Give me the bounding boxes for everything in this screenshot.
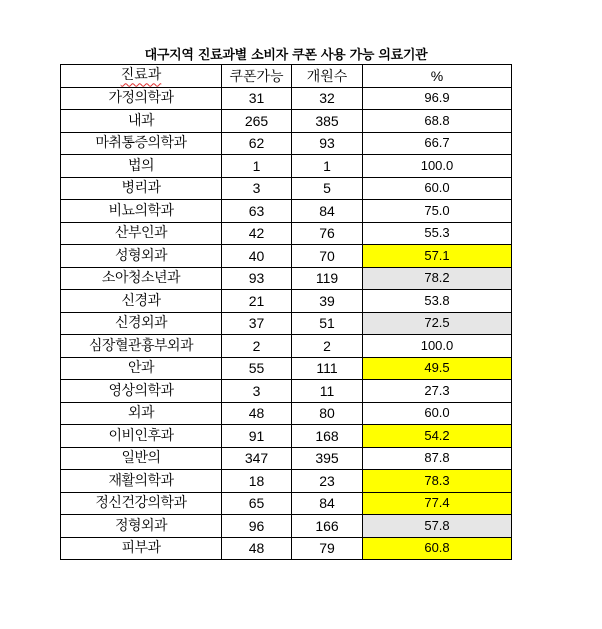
table-title: 대구지역 진료과별 소비자 쿠폰 사용 가능 의료기관 bbox=[144, 48, 428, 63]
table-row bbox=[61, 447, 512, 470]
table-row bbox=[61, 290, 512, 313]
department-cell: 피부과 bbox=[61, 537, 222, 560]
table-row bbox=[61, 267, 512, 290]
table-row bbox=[61, 132, 512, 155]
department-cell: 재활의학과 bbox=[61, 470, 222, 493]
coupon-available-cell: 40 bbox=[222, 245, 292, 268]
open-count-cell: 70 bbox=[292, 245, 363, 268]
department-cell: 신경외과 bbox=[61, 312, 222, 335]
header-row bbox=[61, 65, 512, 88]
open-count-cell: 39 bbox=[292, 290, 363, 313]
table-row bbox=[61, 110, 512, 133]
open-count-cell: 93 bbox=[292, 132, 363, 155]
coupon-available-cell: 347 bbox=[222, 447, 292, 470]
open-count-cell: 168 bbox=[292, 425, 363, 448]
table-row bbox=[61, 222, 512, 245]
department-cell: 정형외과 bbox=[61, 515, 222, 538]
coupon-available-cell: 96 bbox=[222, 515, 292, 538]
coupon-available-cell: 65 bbox=[222, 492, 292, 515]
open-count-cell: 32 bbox=[292, 87, 363, 110]
department-cell: 영상의학과 bbox=[61, 380, 222, 403]
header-department-label: 진료과 bbox=[120, 67, 162, 84]
coupon-available-cell: 1 bbox=[222, 155, 292, 178]
coupon-available-cell: 3 bbox=[222, 177, 292, 200]
percent-cell: 60.0 bbox=[363, 402, 512, 425]
percent-cell: 75.0 bbox=[363, 200, 512, 223]
department-cell: 산부인과 bbox=[61, 222, 222, 245]
department-cell: 심장혈관흉부외과 bbox=[61, 335, 222, 358]
percent-cell: 66.7 bbox=[363, 132, 512, 155]
percent-cell: 53.8 bbox=[363, 290, 512, 313]
percent-cell: 78.3 bbox=[363, 470, 512, 493]
department-cell: 신경과 bbox=[61, 290, 222, 313]
table-row bbox=[61, 177, 512, 200]
department-cell: 일반의 bbox=[61, 447, 222, 470]
percent-cell: 72.5 bbox=[363, 312, 512, 335]
open-count-cell: 84 bbox=[292, 492, 363, 515]
open-count-cell: 79 bbox=[292, 537, 363, 560]
coupon-available-cell: 48 bbox=[222, 537, 292, 560]
table-row bbox=[61, 335, 512, 358]
coupon-available-cell: 42 bbox=[222, 222, 292, 245]
open-count-cell: 76 bbox=[292, 222, 363, 245]
open-count-cell: 51 bbox=[292, 312, 363, 335]
percent-cell: 60.8 bbox=[363, 537, 512, 560]
open-count-cell: 80 bbox=[292, 402, 363, 425]
percent-cell: 57.1 bbox=[363, 245, 512, 268]
open-count-cell: 11 bbox=[292, 380, 363, 403]
table-row bbox=[61, 312, 512, 335]
open-count-cell: 5 bbox=[292, 177, 363, 200]
percent-cell: 100.0 bbox=[363, 335, 512, 358]
department-cell: 가정의학과 bbox=[61, 87, 222, 110]
department-cell: 외과 bbox=[61, 402, 222, 425]
coupon-available-cell: 2 bbox=[222, 335, 292, 358]
open-count-cell: 395 bbox=[292, 447, 363, 470]
table-body bbox=[61, 87, 512, 560]
department-cell: 안과 bbox=[61, 357, 222, 380]
header-coupon-available: 쿠폰가능 bbox=[222, 65, 292, 88]
table-row bbox=[61, 402, 512, 425]
table-row bbox=[61, 492, 512, 515]
percent-cell: 54.2 bbox=[363, 425, 512, 448]
coupon-available-cell: 265 bbox=[222, 110, 292, 133]
open-count-cell: 1 bbox=[292, 155, 363, 178]
table-row bbox=[61, 357, 512, 380]
percent-cell: 49.5 bbox=[363, 357, 512, 380]
open-count-cell: 119 bbox=[292, 267, 363, 290]
department-cell: 소아청소년과 bbox=[61, 267, 222, 290]
coupon-available-cell: 37 bbox=[222, 312, 292, 335]
percent-cell: 78.2 bbox=[363, 267, 512, 290]
department-cell: 내과 bbox=[61, 110, 222, 133]
department-cell: 성형외과 bbox=[61, 245, 222, 268]
header-department bbox=[61, 65, 222, 88]
open-count-cell: 2 bbox=[292, 335, 363, 358]
coupon-available-cell: 93 bbox=[222, 267, 292, 290]
department-cell: 정신건강의학과 bbox=[61, 492, 222, 515]
percent-cell: 57.8 bbox=[363, 515, 512, 538]
coupon-available-cell: 62 bbox=[222, 132, 292, 155]
department-cell: 법의 bbox=[61, 155, 222, 178]
table-row bbox=[61, 380, 512, 403]
coupon-available-cell: 31 bbox=[222, 87, 292, 110]
coupon-available-cell: 18 bbox=[222, 470, 292, 493]
percent-cell: 27.3 bbox=[363, 380, 512, 403]
header-open-count: 개원수 bbox=[292, 65, 363, 88]
department-cell: 비뇨의학과 bbox=[61, 200, 222, 223]
percent-cell: 68.8 bbox=[363, 110, 512, 133]
table-row bbox=[61, 537, 512, 560]
table-row bbox=[61, 155, 512, 178]
table-row bbox=[61, 200, 512, 223]
open-count-cell: 166 bbox=[292, 515, 363, 538]
department-cell: 병리과 bbox=[61, 177, 222, 200]
coupon-available-cell: 48 bbox=[222, 402, 292, 425]
coupon-available-cell: 3 bbox=[222, 380, 292, 403]
coupon-available-cell: 55 bbox=[222, 357, 292, 380]
coupon-available-cell: 21 bbox=[222, 290, 292, 313]
percent-cell: 100.0 bbox=[363, 155, 512, 178]
percent-cell: 87.8 bbox=[363, 447, 512, 470]
coupon-available-cell: 91 bbox=[222, 425, 292, 448]
percent-cell: 60.0 bbox=[363, 177, 512, 200]
clinic-table bbox=[60, 64, 512, 560]
percent-cell: 96.9 bbox=[363, 87, 512, 110]
open-count-cell: 84 bbox=[292, 200, 363, 223]
open-count-cell: 23 bbox=[292, 470, 363, 493]
coupon-available-cell: 63 bbox=[222, 200, 292, 223]
table-row bbox=[61, 470, 512, 493]
table-row bbox=[61, 425, 512, 448]
department-cell: 이비인후과 bbox=[61, 425, 222, 448]
open-count-cell: 385 bbox=[292, 110, 363, 133]
open-count-cell: 111 bbox=[292, 357, 363, 380]
header-percent: % bbox=[363, 65, 512, 88]
percent-cell: 77.4 bbox=[363, 492, 512, 515]
percent-cell: 55.3 bbox=[363, 222, 512, 245]
department-cell: 마취통증의학과 bbox=[61, 132, 222, 155]
table-row bbox=[61, 515, 512, 538]
table-row bbox=[61, 87, 512, 110]
table-row bbox=[61, 245, 512, 268]
